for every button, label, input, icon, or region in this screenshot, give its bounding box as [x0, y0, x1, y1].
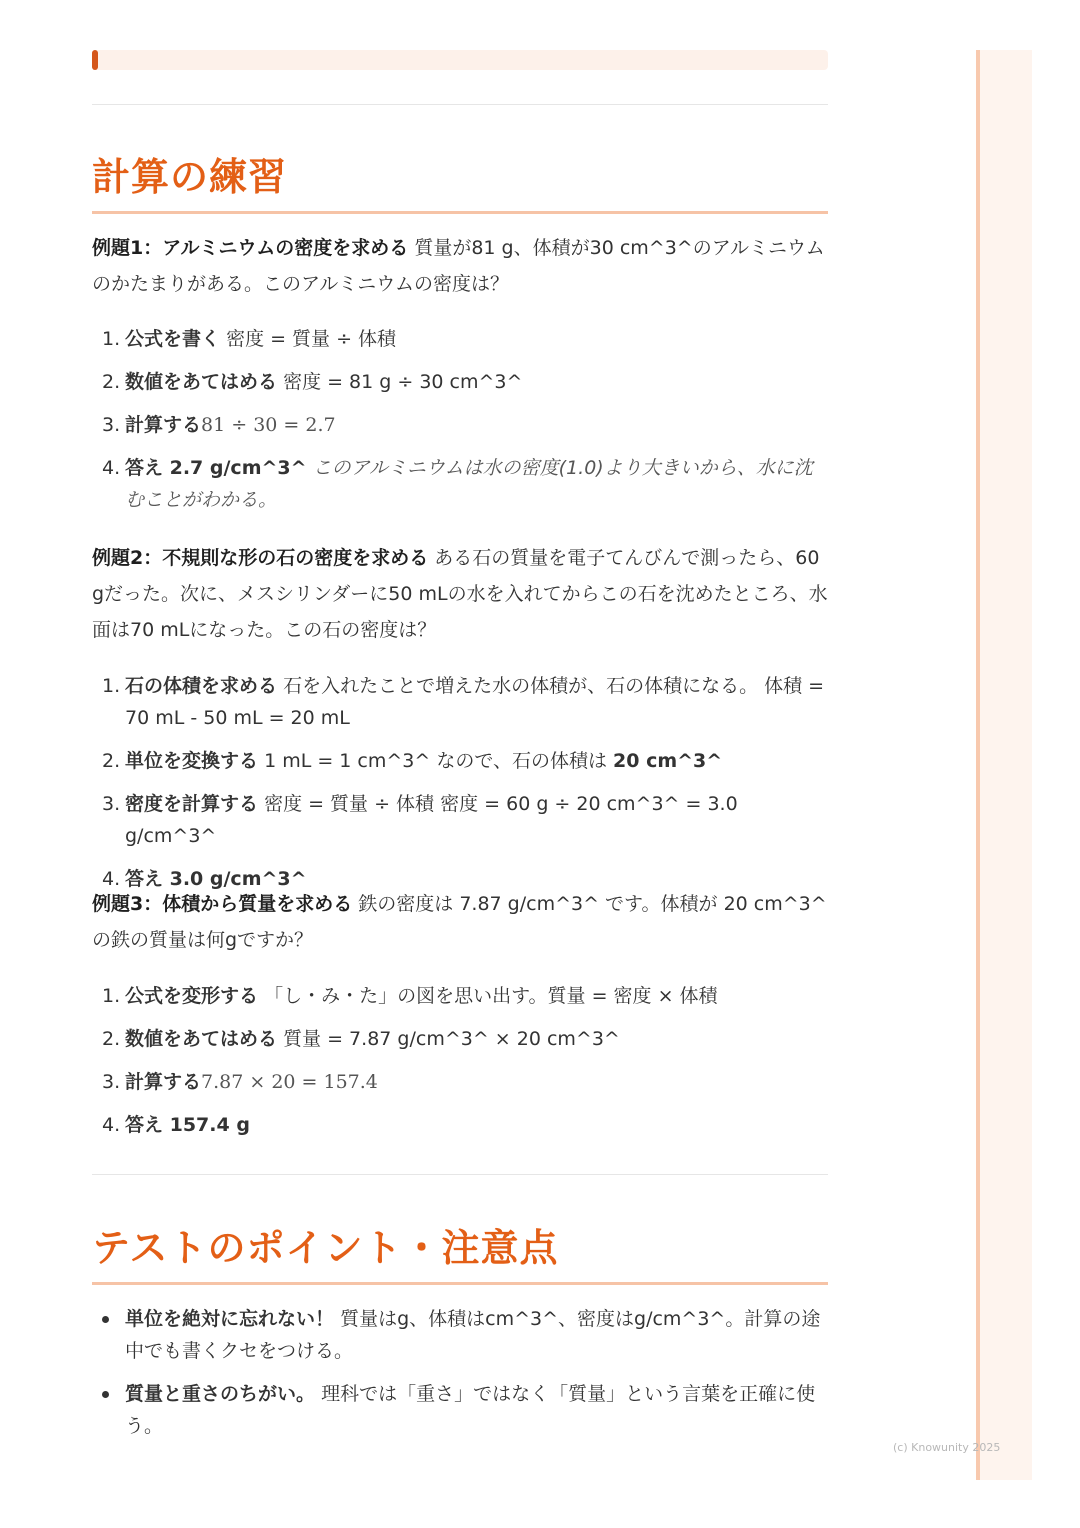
example2-text: ある石の質量を電子てんびんで測ったら、60 gだった。次に、メスシリンダーに50 mLの水を入れてからこの石を沈めたところ、水面は70 mLになった。この石の密度は？ — [92, 547, 828, 641]
list-item — [92, 366, 828, 398]
step-number: 3. — [102, 1071, 121, 1093]
step-label: 公式を書く — [125, 328, 221, 350]
list-item — [92, 1023, 828, 1055]
list-item — [92, 670, 828, 734]
point-text: 理科では「重さ」ではなく「質量」という言葉を正確に使う。 — [125, 1383, 816, 1437]
step-label: 計算する — [125, 1071, 202, 1093]
step-text: 密度 = 質量 ÷ 体積 密度 = 60 g ÷ 20 cm^3^ = 3.0 g/cm^3^ — [125, 793, 738, 847]
copyright-text: (c) Knowunity 2025 — [893, 1441, 1001, 1454]
list-item — [92, 1378, 828, 1442]
list-item — [92, 452, 828, 516]
callout-box — [92, 50, 828, 70]
step-label: 石の体積を求める — [125, 675, 278, 697]
step-label: 答え 2.7 g/cm^3^ — [125, 457, 307, 479]
step-text: 「し・み・た」の図を思い出す。質量 = 密度 × 体積 — [264, 985, 718, 1007]
step-note: このアルミニウムは水の密度(1.0)より大きいから、水に沈むことがわかる。 — [125, 457, 813, 511]
step-text: 密度 = 81 g ÷ 30 cm^3^ — [283, 371, 523, 393]
list-item — [92, 788, 828, 852]
example3-text: 鉄の密度は 7.87 g/cm^3^ です。体積が 20 cm^3^ の鉄の質量は何gですか？ — [92, 893, 827, 951]
section-title-points: テストのポイント・注意点 — [92, 1217, 828, 1285]
step-number: 4. — [102, 868, 121, 890]
bullet-icon — [102, 1391, 109, 1398]
step-number: 2. — [102, 1028, 121, 1050]
point-label: 単位を絶対に忘れない！ — [125, 1308, 335, 1330]
example1-heading: 例題1：アルミニウムの密度を求める — [92, 237, 409, 259]
bullet-icon — [102, 1316, 109, 1323]
side-panel — [976, 50, 1032, 1480]
step-label: 答え 3.0 g/cm^3^ — [125, 868, 307, 890]
point-label: 質量と重さのちがい。 — [125, 1383, 316, 1405]
test-points-list — [92, 1303, 828, 1442]
step-number: 4. — [102, 1114, 121, 1136]
example1-question — [92, 230, 828, 302]
step-label: 単位を変換する — [125, 750, 259, 772]
divider — [92, 1174, 828, 1175]
example1-text: 質量が81 g、体積が30 cm^3^のアルミニウムのかたまりがある。このアルミニウムの密度は？ — [92, 237, 825, 295]
step-text: 石を入れたことで増えた水の体積が、石の体積になる。 体積 = 70 mL - 50 mL = 20 mL — [125, 675, 825, 729]
example3-steps — [92, 980, 828, 1141]
divider — [92, 104, 828, 105]
example1-steps — [92, 323, 828, 516]
step-label: 答え 157.4 g — [125, 1114, 250, 1136]
step-number: 3. — [102, 414, 121, 436]
example2-heading: 例題2：不規則な形の石の密度を求める — [92, 547, 429, 569]
step-number: 3. — [102, 793, 121, 815]
step-label: 公式を変形する — [125, 985, 259, 1007]
list-item — [92, 409, 828, 441]
step-label: 計算する — [125, 414, 202, 436]
step-math: 7.87 × 20 = 157.4 — [201, 1071, 378, 1093]
callout-accent-bar — [92, 50, 98, 70]
step-math: 81 ÷ 30 = 2.7 — [201, 414, 336, 436]
step-label: 密度を計算する — [125, 793, 259, 815]
list-item — [92, 1066, 828, 1098]
side-panel-rule — [976, 50, 980, 1480]
step-bold-value: 20 cm^3^ — [613, 750, 723, 772]
step-text: 1 mL = 1 cm^3^ なので、石の体積は — [264, 750, 607, 772]
step-label: 数値をあてはめる — [125, 371, 278, 393]
step-number: 2. — [102, 371, 121, 393]
step-number: 2. — [102, 750, 121, 772]
example2-question — [92, 540, 828, 648]
step-number: 1. — [102, 328, 121, 350]
step-text: 質量 = 7.87 g/cm^3^ × 20 cm^3^ — [283, 1028, 620, 1050]
list-item — [92, 980, 828, 1012]
step-label: 数値をあてはめる — [125, 1028, 278, 1050]
step-number: 1. — [102, 675, 121, 697]
step-text: 密度 = 質量 ÷ 体積 — [226, 328, 397, 350]
list-item — [92, 1109, 828, 1141]
point-text: 質量はg、体積はcm^3^、密度はg/cm^3^。計算の途中でも書くクセをつける。 — [125, 1308, 821, 1362]
step-number: 1. — [102, 985, 121, 1007]
list-item — [92, 1303, 828, 1367]
example3-question — [92, 886, 828, 958]
list-item — [92, 323, 828, 355]
example3-heading: 例題3：体積から質量を求める — [92, 893, 353, 915]
list-item — [92, 745, 828, 777]
section-title-practice: 計算の練習 — [92, 146, 828, 214]
example2-steps — [92, 670, 828, 895]
step-number: 4. — [102, 457, 121, 479]
